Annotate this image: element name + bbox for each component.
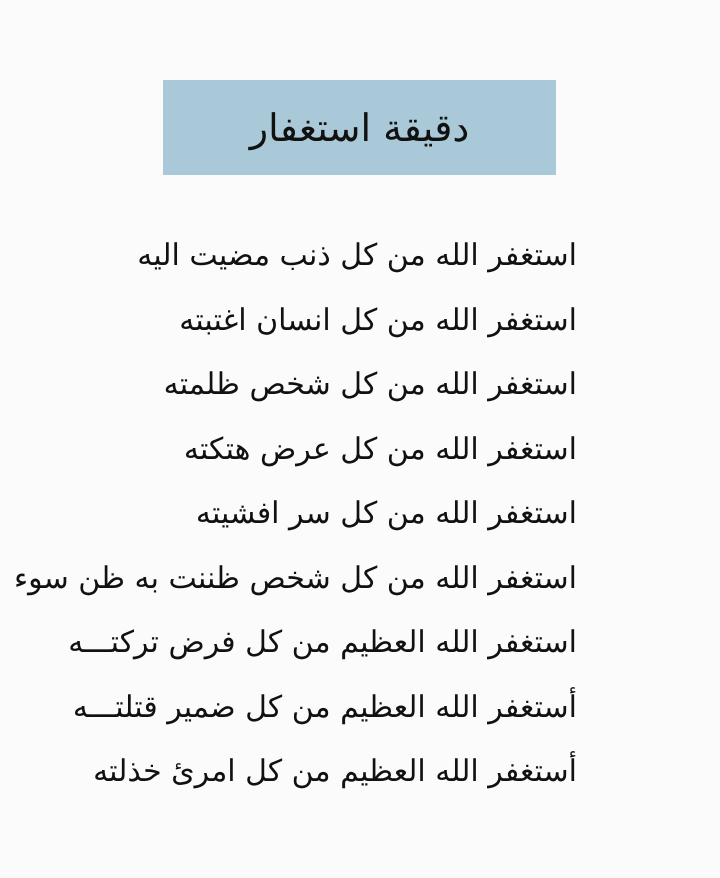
istighfar-line-7: استغفر الله العظيم من كل فرض تركتـــه (68, 625, 577, 660)
istighfar-line-9: أستغفر الله العظيم من كل امرئ خذلته (93, 754, 577, 789)
istighfar-list (14, 224, 577, 805)
istighfar-line-4: استغفر الله من كل عرض هتكته (183, 431, 577, 467)
title-banner (163, 80, 556, 175)
istighfar-line-5: استغفر الله من كل سر افشيته (195, 496, 577, 531)
istighfar-line-8: أستغفر الله العظيم من كل ضمير قتلتـــه (72, 689, 577, 725)
istighfar-line-2: استغفر الله من كل انسان اغتبته (179, 302, 577, 338)
istighfar-line-6: استغفر الله من كل شخص ظننت به ظن سوء (14, 560, 577, 596)
istighfar-line-3: استغفر الله من كل شخص ظلمته (163, 367, 577, 402)
page-title: دقيقة استغفار (249, 105, 470, 150)
istighfar-line-1: استغفر الله من كل ذنب مضيت اليه (137, 238, 577, 273)
